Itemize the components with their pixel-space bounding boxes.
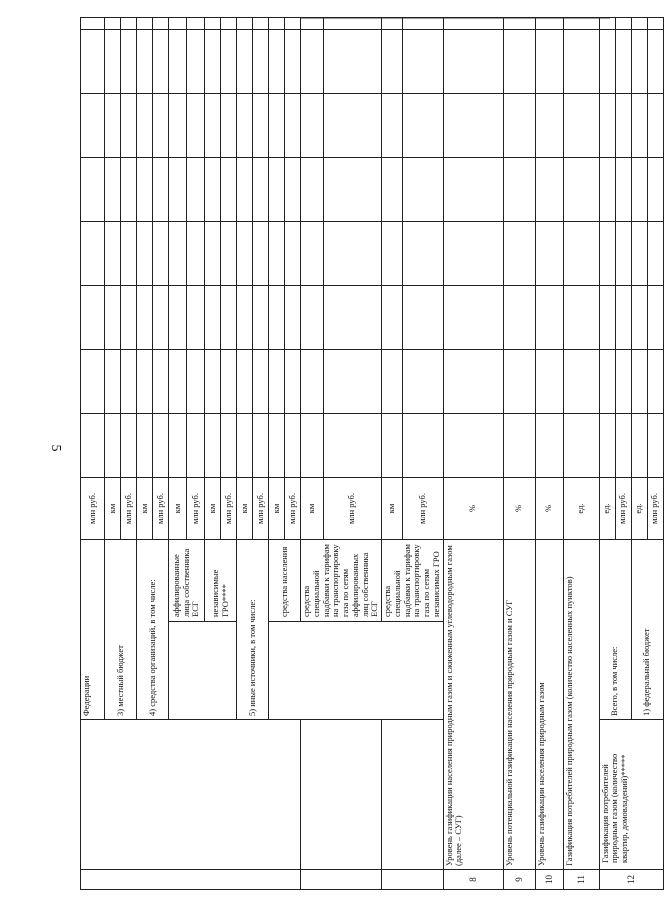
row-label: 1) федеральный бюджет: [631, 540, 663, 720]
row-label: 4) средства организаций, в том числе:: [137, 540, 169, 720]
table-row: 1) федеральный бюджет ед.: [631, 18, 647, 890]
row-label: Газификация потребителей природным газом (количество населенных пунктов): [563, 540, 599, 870]
table-row: 10 Уровень газификации населения природным газом %: [535, 18, 563, 890]
row-label: Уровень потенциальной газификации населения природным газом и СУГ: [503, 540, 535, 870]
row-label: Газификация потребителей природным газом (количество квартир, домовладений)*****: [599, 720, 663, 870]
document-table-area: [80, 18, 660, 890]
row-label: Федерации: [81, 540, 105, 720]
table-row: млн руб.: [187, 18, 205, 890]
row-label: Уровень газификации населения природным газом: [535, 540, 563, 870]
table-row: млн руб.: [615, 18, 631, 890]
row-label: аффилированные лица собственника ЕСГ: [169, 540, 205, 622]
row-number: 8: [443, 870, 503, 890]
row-label: средства специальной надбавки к тарифам на транспортировку газа по сетям независимых ГРО: [382, 540, 444, 622]
table-row: средства населения км: [269, 18, 285, 890]
row-number: 9: [503, 870, 535, 890]
row-label: Всего, в том числе:: [599, 540, 631, 720]
table-row: 8 Уровень газификации населения природным газом и сжиженным углеводородным газом (далее – СУГ) %: [443, 18, 503, 890]
row-label: независимые ГРО****: [205, 540, 237, 622]
page-number: 5: [48, 444, 63, 452]
table-row: 12 Газификация потребителей природным газом (количество квартир, домовладений)***** Всего, в том числе: ед.: [599, 18, 615, 890]
table-row: 11 Газификация потребителей природным газом (количество населенных пунктов) ед.: [563, 18, 599, 890]
row-number: 12: [599, 870, 663, 890]
table-row: 9 Уровень потенциальной газификации населения природным газом и СУГ %: [503, 18, 535, 890]
row-label: Уровень газификации населения природным газом и сжиженным углеводородным газом (далее – СУГ): [443, 540, 503, 870]
row-label: 3) местный бюджет: [105, 540, 137, 720]
row-number: 11: [563, 870, 599, 890]
table-row: млн руб.: [153, 18, 169, 890]
table-row: млн руб.: [121, 18, 137, 890]
table-row: млн руб.: [647, 18, 663, 890]
table-row: 4) средства организаций, в том числе: км: [137, 18, 153, 890]
row-label: средства населения: [269, 540, 301, 622]
table-row: Федерации млн руб.: [81, 18, 105, 890]
table-row: млн руб.: [402, 18, 443, 890]
table-row: аффилированные лица собственника ЕСГ км: [169, 18, 187, 890]
table-row: млн руб.: [285, 18, 301, 890]
table-row: млн руб.: [253, 18, 269, 890]
table-row: средства специальной надбавки к тарифам на транспортировку газа по сетям независимых ГРО км: [382, 18, 403, 890]
table-row: млн руб.: [323, 18, 382, 890]
table-row: 5) иные источники, в том числе: км: [237, 18, 253, 890]
row-label: 5) иные источники, в том числе:: [237, 540, 269, 720]
gasification-table: [80, 17, 664, 890]
row-number: 10: [535, 870, 563, 890]
table-row: 3) местный бюджет км: [105, 18, 121, 890]
row-label: средства специальной надбавки к тарифам на транспортировку газа по сетям аффилированных лиц собственника ЕСГ: [301, 540, 382, 622]
table-row: независимые ГРО**** км: [205, 18, 221, 890]
table-row: средства специальной надбавки к тарифам на транспортировку газа по сетям аффилированных лиц собственника ЕСГ км: [301, 18, 324, 890]
table-row: млн руб.: [221, 18, 237, 890]
